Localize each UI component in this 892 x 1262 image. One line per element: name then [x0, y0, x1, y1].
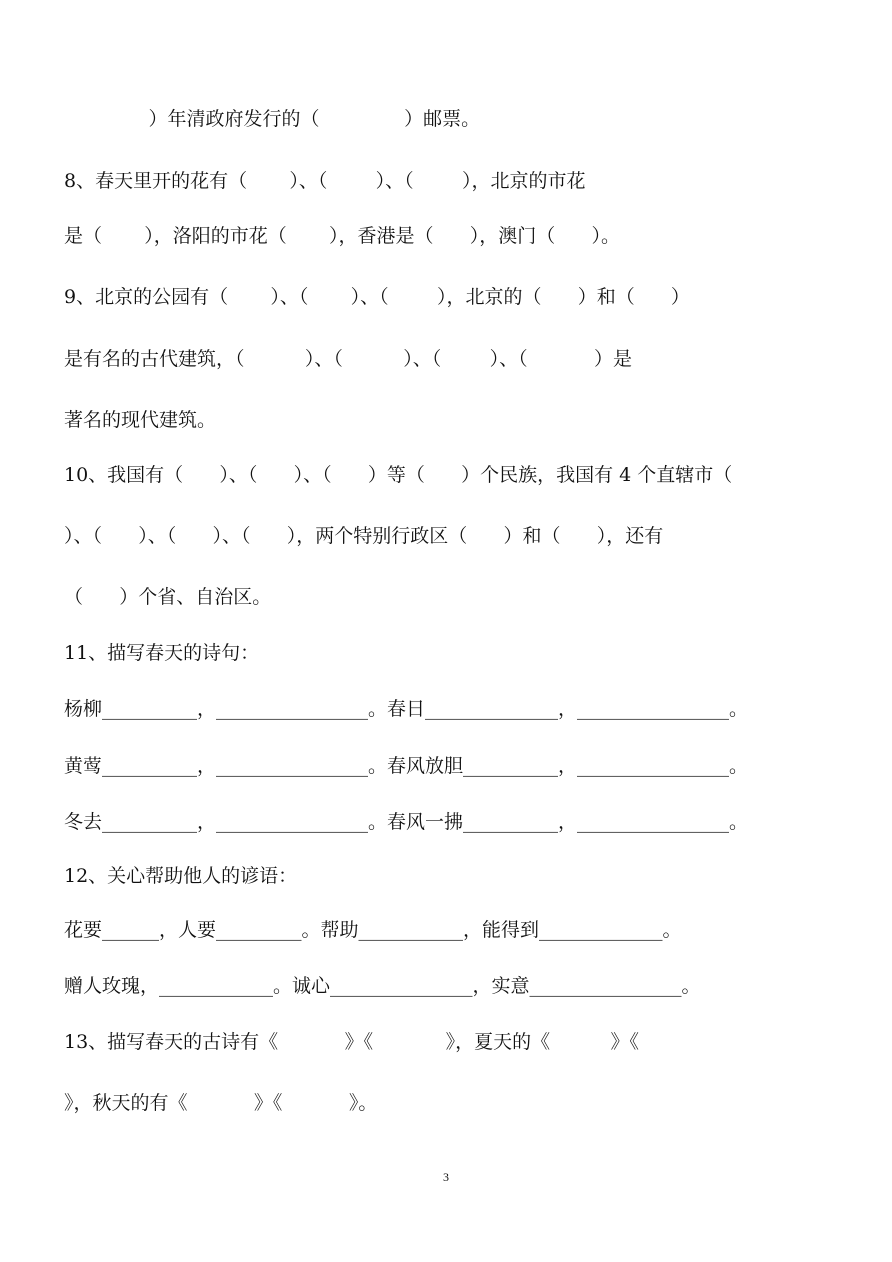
- question-12-line-1: 花要______，人要_________。帮助___________，能得到_____________。: [64, 919, 682, 941]
- question-8-line-1: 8、春天里开的花有（ ）、（ ）、（ ），北京的市花: [64, 170, 586, 192]
- question-9-line-3: 著名的现代建筑。: [64, 409, 217, 431]
- question-8-line-2: 是（ ），洛阳的市花（ ），香港是（ ），澳门（ ）。: [64, 225, 621, 247]
- question-12-line-2: 赠人玫瑰，____________。诚心_______________，实意________________。: [64, 975, 701, 997]
- question-10-line-3: （ ）个省、自治区。: [64, 586, 272, 608]
- question-10-line-2: ）、（ ）、（ ）、（ ），两个特别行政区（ ）和（ ），还有: [64, 525, 664, 547]
- line-stamp-year: ）年清政府发行的（ ）邮票。: [64, 108, 481, 130]
- question-12-heading: 12、关心帮助他人的谚语：: [64, 865, 298, 887]
- question-10-line-1: 10、我国有（ ）、（ ）、（ ）等（ ）个民族，我国有 4 个直辖市（: [64, 464, 733, 486]
- question-11-heading: 11、描写春天的诗句：: [64, 642, 260, 664]
- question-11-line-2: 黄莺__________，________________。春风放胆__________，________________。: [64, 755, 749, 777]
- question-9-line-1: 9、北京的公园有（ ）、（ ）、（ ），北京的（ ）和（ ）: [64, 286, 690, 308]
- question-11-line-1: 杨柳__________，________________。春日______________，________________。: [64, 698, 749, 720]
- page-number: 3: [443, 1170, 449, 1184]
- question-13-line-1: 13、描写春天的古诗有《 》《 》，夏天的《 》《: [64, 1031, 639, 1053]
- question-9-line-2: 是有名的古代建筑，（ ）、（ ）、（ ）、（ ）是: [64, 348, 633, 370]
- question-13-line-2: 》，秋天的有《 》《 》。: [64, 1092, 378, 1114]
- question-11-line-3: 冬去__________，________________。春风一拂__________，________________。: [64, 811, 749, 833]
